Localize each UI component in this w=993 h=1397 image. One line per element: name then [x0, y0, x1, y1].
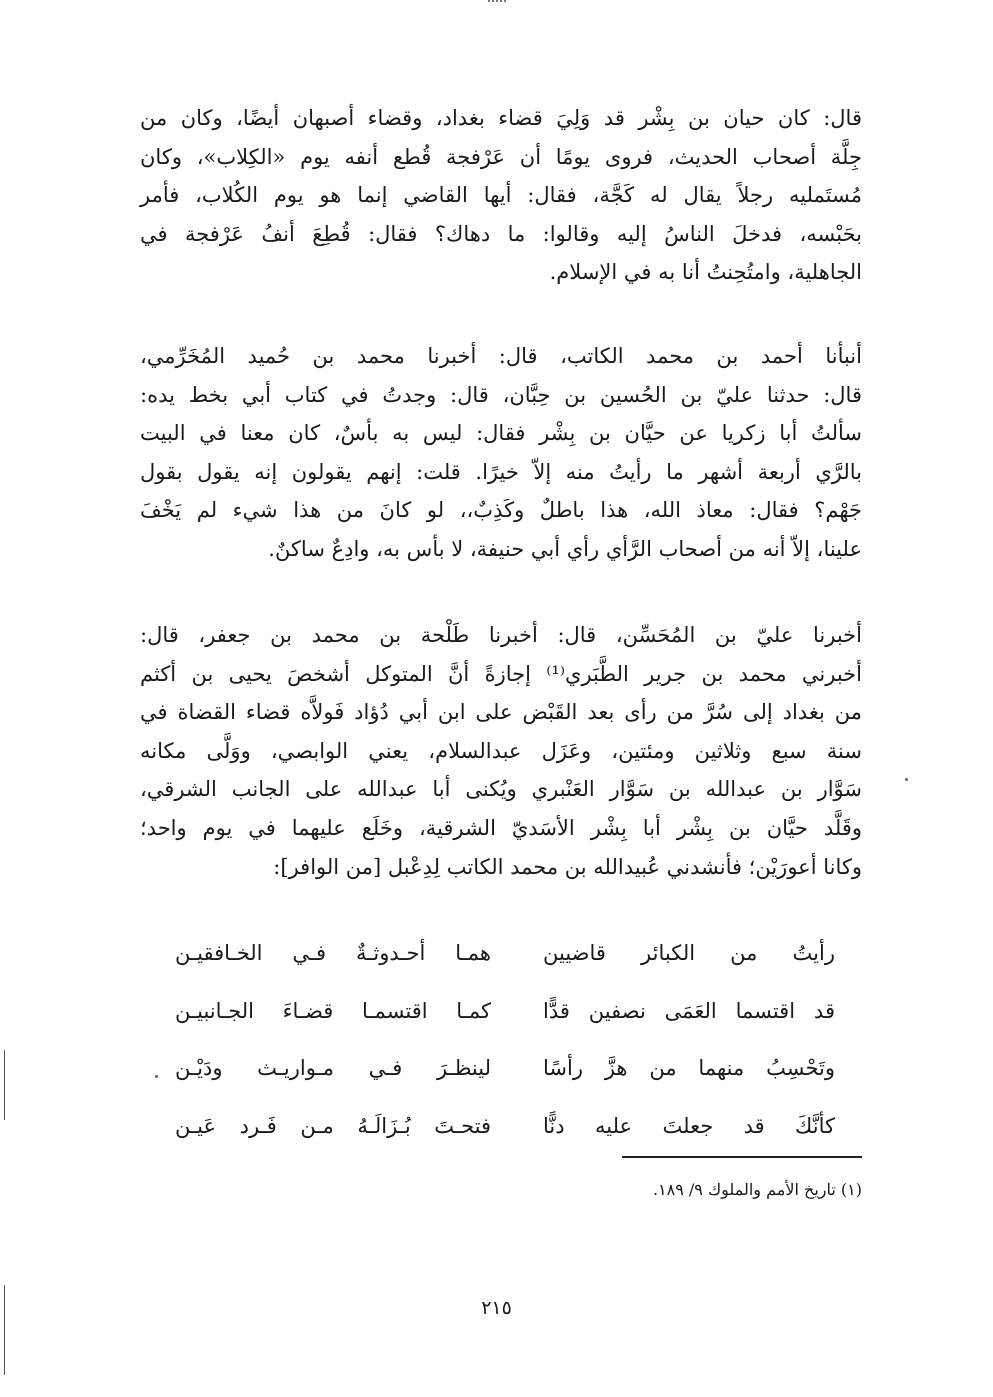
text-line: علينا، إلاّ أنه من أصحاب الرَّأي رأي أبي حنيفة، لا بأس به، وادِعٌ ساكنٌ.	[268, 536, 862, 561]
poem-verse	[175, 991, 835, 1049]
text-line: من بغداد إلى سُرَّ من رأى بعد القَبْض على ابن أبي دُؤاد فَولاَّه قضاء القضاة في	[140, 700, 862, 725]
text-line: سنة سبع وثلاثين ومئتين، وعَزَل عبدالسلام، يعني الوابصي، ووَلَّى مكانه	[140, 738, 862, 763]
poem-second-hemistich: كمـا اقتسمـا قضـاءَ الجـانبيـن	[175, 998, 491, 1023]
poem-first-hemistich: رأيتُ من الكبائر قاضيين	[543, 941, 835, 965]
scan-artifact-left-edge	[4, 1050, 5, 1120]
poem-second-hemistich: لينظـرَ فـي مـواريـث ودَيْـن	[175, 1056, 491, 1081]
text-line: سَوَّار بن عبدالله بن سَوَّار العَنْبري ويُكنى أبا عبدالله على الجانب الشرقي،	[140, 777, 862, 802]
text-line: جَهْم؟ فقال: معاذ الله، هذا باطلٌ وكَذِبٌ،، لو كانَ من هذا شيء لم يَخْفَ	[140, 498, 862, 523]
paragraph-1	[140, 99, 862, 292]
paragraph-3	[140, 616, 862, 886]
scan-artifact-dot	[905, 778, 908, 781]
text-line: بحَبْسه، فدخلَ الناسُ إليه وقالوا: ما دهاك؟ فقال: قُطِعَ أنفُ عَرْفجة في	[140, 221, 862, 246]
text-line: جِلَّة أصحاب الحديث، فروى يومًا أن عَرْفجة قُطع أنفه يوم «الكِلاب»، وكان	[140, 144, 862, 169]
poem-second-hemistich: همـا أحـدوثـةٌ فـي الخـافقيـن	[175, 941, 491, 965]
text-line: سألتُ أبا زكريا عن حيَّان بن بِشْر فقال: ليس به بأسٌ، كان معنا في البيت	[140, 421, 862, 446]
poem-verse	[175, 1048, 835, 1106]
text-line: بالرَّي أربعة أشهر ما رأيتُ منه إلاّ خيرًا. قلت: إنهم يقولون إنه يقول بقول	[140, 459, 862, 484]
poem-first-hemistich: قد اقتسما العَمَى نصفين قدًّا	[543, 998, 835, 1023]
text-line: أخبرني محمد بن جرير الطَّبَري⁽¹⁾ إجازةً أنَّ المتوكل أشخصَ يحيى بن أكثم	[140, 661, 862, 686]
poem-second-hemistich: فتحـتَ بُـزَالَـهُ مـن فَـرد عَيـن	[175, 1113, 491, 1138]
page-number: ٢١٥	[481, 1297, 512, 1319]
text-line: وكانا أعورَيْن؛ فأنشدني عُبيدالله بن محمد الكاتب لِدِعْبل [من الوافر]:	[273, 854, 862, 879]
poem-first-hemistich: وتَحْسِبُ منهما من هزَّ رأسًا	[543, 1056, 835, 1081]
text-line: أنبأنا أحمد بن محمد الكاتب، قال: أخبرنا محمد بن حُميد المُخَرِّمي،	[140, 344, 862, 368]
text-line: قال: كان حيان بن بِشْر قد وَلِيَ قضاء بغداد، وقضاء أصبهان أيضًا، وكان من	[140, 106, 862, 130]
paragraph-2	[140, 337, 862, 569]
text-line: الجاهلية، وامتُحِنتُ أنا به في الإسلام.	[549, 260, 862, 285]
footnote-separator	[622, 1156, 862, 1158]
text-line: مُستَمليه رجلاً يقال له كَجَّة، فقال: أيها القاضي إنما هو يوم الكُلاب، فأمر	[140, 183, 862, 208]
poem-verse	[175, 1106, 835, 1164]
text-line: أخبرنا عليّ بن المُحَسِّن، قال: أخبرنا طَلْحة بن محمد بن جعفر، قال:	[140, 623, 862, 647]
poem-verse	[175, 933, 835, 991]
scan-artifact-left-edge	[4, 1285, 5, 1375]
poem-first-hemistich: كأنَّكَ قد جعلتَ عليه دنًّا	[543, 1113, 835, 1138]
footnote: (١) تاريخ الأمم والملوك ٩/ ١٨٩.	[652, 1180, 862, 1199]
scan-artifact-top	[488, 0, 506, 6]
scan-artifact-dot	[155, 1075, 158, 1078]
text-line: وقَلَّد حيَّان بن بِشْر أبا بِشْر الأسَديّ الشرقية، وخَلَع عليهما في يوم واحد؛	[140, 815, 862, 840]
text-line: قال: حدثنا عليّ بن الحُسين بن حِبَّان، قال: وجدتُ في كتاب أبي بخط يده:	[140, 382, 862, 407]
poem	[175, 933, 835, 1163]
